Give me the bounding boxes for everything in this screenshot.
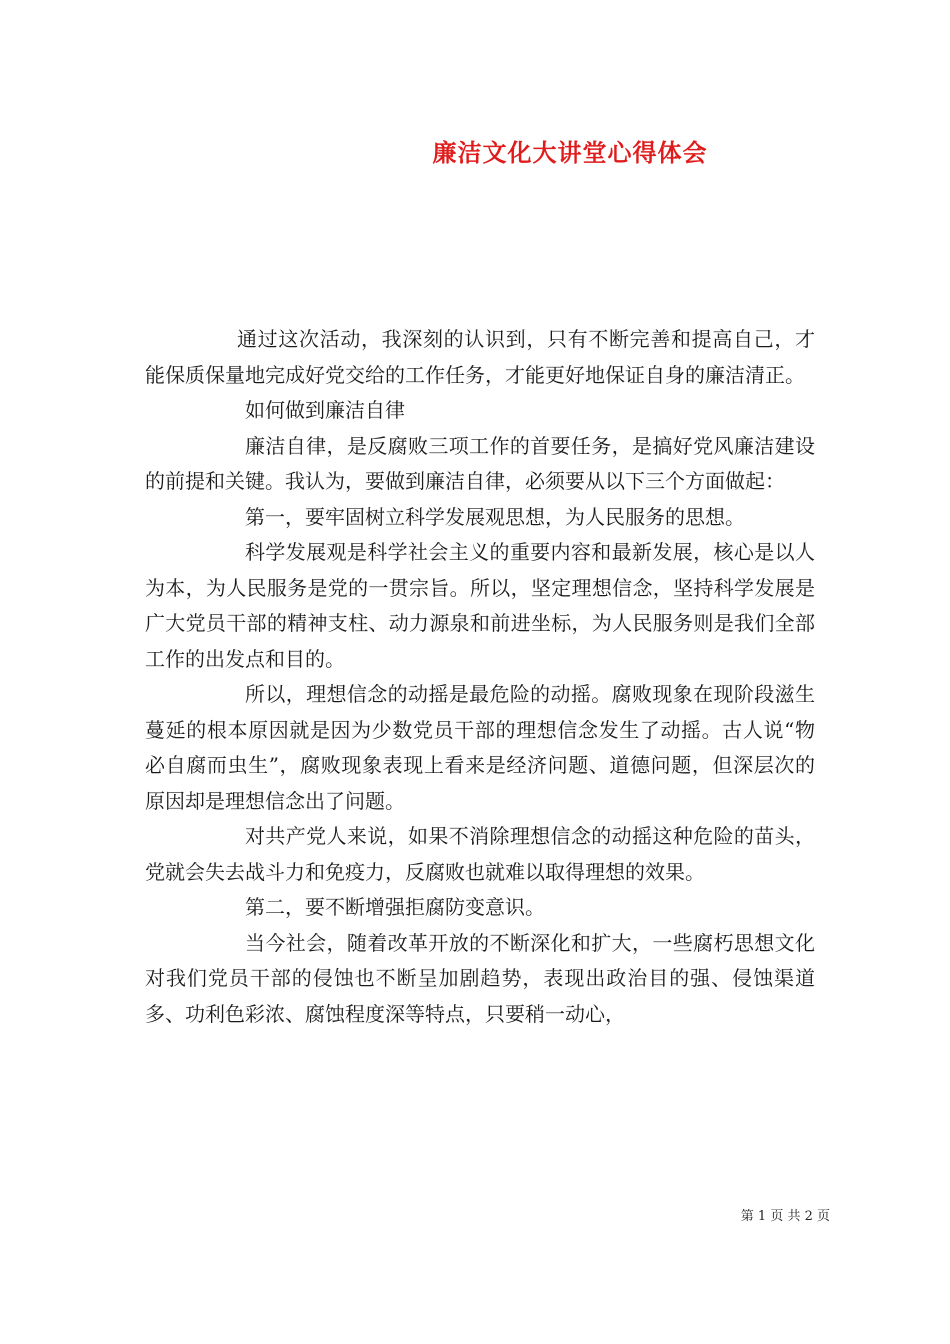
point-one-heading: 第一，要牢固树立科学发展观思想，为人民服务的思想。: [245, 504, 745, 529]
paragraph-scientific-development: 科学发展观是科学社会主义的重要内容和最新发展，核心是以人为本，为人民服务是党的一贯宗旨。所以，坚定理想信念，坚持科学发展是广大党员干部的精神支柱、动力源泉和前进坐标，为人民服务则是我们全部工作的出发点和目的。: [145, 540, 815, 671]
paragraph-communist-party: 对共产党人来说，如果不消除理想信念的动摇这种危险的苗头，党就会失去战斗力和免疫力，反腐败也就难以取得理想的效果。: [145, 824, 815, 884]
paragraph-self-discipline: 廉洁自律，是反腐败三项工作的首要任务，是搞好党风廉洁建设的前提和关键。我认为，要做到廉洁自律，必须要从以下三个方面做起：: [145, 433, 815, 493]
paragraph-current-society: 当今社会，随着改革开放的不断深化和扩大，一些腐朽思想文化对我们党员干部的侵蚀也不断呈加剧趋势，表现出政治目的强、侵蚀渠道多、功利色彩浓、腐蚀程度深等特点，只要稍一动心，: [145, 930, 815, 1026]
paragraph-intro: 通过这次活动，我深刻的认识到，只有不断完善和提高自己，才能保质保量地完成好党交给的工作任务，才能更好地保证自身的廉洁清正。: [145, 327, 815, 387]
page-number: 第 1 页 共 2 页: [740, 1209, 830, 1224]
point-two-heading: 第二，要不断增强拒腐防变意识。: [245, 895, 545, 919]
document-body: [145, 322, 815, 1032]
document-title: 廉洁文化大讲堂心得体会: [432, 138, 708, 167]
section-heading: 如何做到廉洁自律: [245, 398, 405, 422]
paragraph-ideals-belief: 所以，理想信念的动摇是最危险的动摇。腐败现象在现阶段滋生蔓延的根本原因就是因为少数党员干部的理想信念发生了动摇。古人说“物必自腐而虫生”，腐败现象表现上看来是经济问题、道德问题，但深层次的原因却是理想信念出了问题。: [145, 682, 815, 813]
